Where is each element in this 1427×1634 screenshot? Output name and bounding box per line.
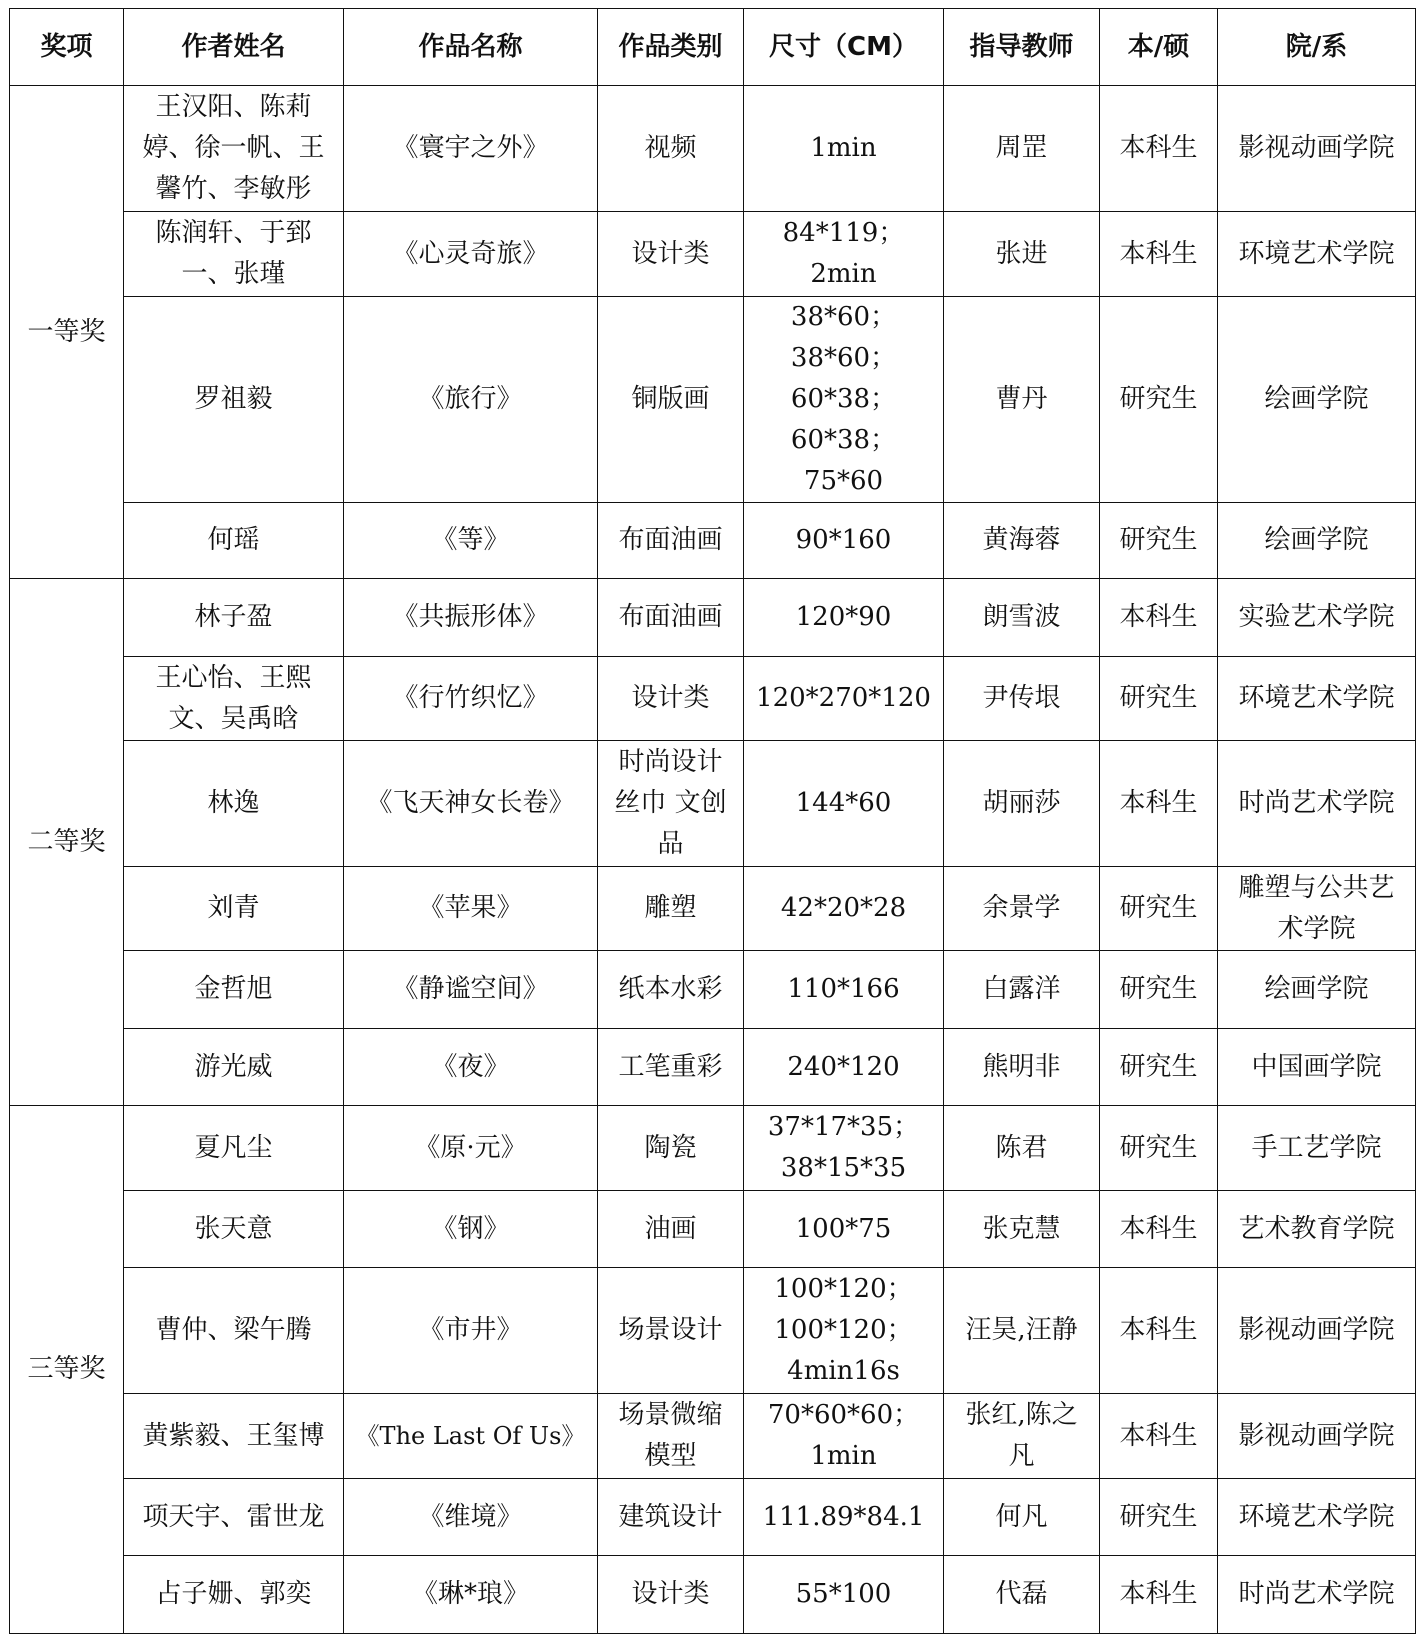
table-row <box>10 1479 1416 1556</box>
teacher-cell: 熊明非 <box>944 1029 1100 1106</box>
category-cell: 场景微缩模型 <box>598 1394 744 1479</box>
work-cell: 《等》 <box>344 503 598 579</box>
size-cell: 111.89*84.1 <box>744 1479 944 1556</box>
work-cell: 《心灵奇旅》 <box>344 212 598 297</box>
teacher-cell: 张克慧 <box>944 1191 1100 1268</box>
size-cell: 90*160 <box>744 503 944 579</box>
work-cell: 《静谧空间》 <box>344 951 598 1029</box>
level-cell: 研究生 <box>1100 1106 1218 1191</box>
size-cell: 120*270*120 <box>744 657 944 741</box>
college-cell: 中国画学院 <box>1218 1029 1416 1106</box>
prize-cell-third: 三等奖 <box>10 1106 124 1634</box>
college-cell: 影视动画学院 <box>1218 1268 1416 1394</box>
category-cell: 视频 <box>598 86 744 212</box>
size-cell: 38*60；38*60；60*38；60*38；75*60 <box>744 297 944 503</box>
category-cell: 设计类 <box>598 212 744 297</box>
college-cell: 时尚艺术学院 <box>1218 1556 1416 1634</box>
level-cell: 研究生 <box>1100 657 1218 741</box>
table-row <box>10 1191 1416 1268</box>
category-cell: 场景设计 <box>598 1268 744 1394</box>
level-cell: 本科生 <box>1100 579 1218 657</box>
size-cell: 55*100 <box>744 1556 944 1634</box>
table-row <box>10 1029 1416 1106</box>
author-cell: 罗祖毅 <box>124 297 344 503</box>
level-cell: 本科生 <box>1100 1268 1218 1394</box>
teacher-cell: 朗雪波 <box>944 579 1100 657</box>
awards-table <box>9 8 1416 1634</box>
work-cell: 《苹果》 <box>344 867 598 951</box>
size-cell: 110*166 <box>744 951 944 1029</box>
college-cell: 雕塑与公共艺术学院 <box>1218 867 1416 951</box>
author-cell: 项天宇、雷世龙 <box>124 1479 344 1556</box>
category-cell: 建筑设计 <box>598 1479 744 1556</box>
work-cell: 《维境》 <box>344 1479 598 1556</box>
category-cell: 布面油画 <box>598 579 744 657</box>
category-cell: 布面油画 <box>598 503 744 579</box>
author-cell: 何瑶 <box>124 503 344 579</box>
college-cell: 影视动画学院 <box>1218 1394 1416 1479</box>
size-cell: 42*20*28 <box>744 867 944 951</box>
teacher-cell: 尹传垠 <box>944 657 1100 741</box>
table-row <box>10 1106 1416 1191</box>
work-cell: 《旅行》 <box>344 297 598 503</box>
college-cell: 影视动画学院 <box>1218 86 1416 212</box>
level-cell: 研究生 <box>1100 503 1218 579</box>
level-cell: 研究生 <box>1100 297 1218 503</box>
level-cell: 本科生 <box>1100 1191 1218 1268</box>
college-cell: 环境艺术学院 <box>1218 212 1416 297</box>
size-cell: 100*120；100*120；4min16s <box>744 1268 944 1394</box>
college-cell: 实验艺术学院 <box>1218 579 1416 657</box>
table-row <box>10 503 1416 579</box>
size-cell: 1min <box>744 86 944 212</box>
header-category: 作品类别 <box>598 9 744 86</box>
header-level: 本/硕 <box>1100 9 1218 86</box>
college-cell: 艺术教育学院 <box>1218 1191 1416 1268</box>
teacher-cell: 陈君 <box>944 1106 1100 1191</box>
size-cell: 100*75 <box>744 1191 944 1268</box>
author-cell: 林逸 <box>124 741 344 867</box>
table-row <box>10 657 1416 741</box>
work-cell: 《飞天神女长卷》 <box>344 741 598 867</box>
header-work: 作品名称 <box>344 9 598 86</box>
author-cell: 陈润轩、于郅一、张瑾 <box>124 212 344 297</box>
work-cell: 《原·元》 <box>344 1106 598 1191</box>
teacher-cell: 张红,陈之凡 <box>944 1394 1100 1479</box>
teacher-cell: 张进 <box>944 212 1100 297</box>
category-cell: 设计类 <box>598 657 744 741</box>
prize-cell-first: 一等奖 <box>10 86 124 579</box>
category-cell: 工笔重彩 <box>598 1029 744 1106</box>
author-cell: 曹仲、梁午腾 <box>124 1268 344 1394</box>
size-cell: 120*90 <box>744 579 944 657</box>
teacher-cell: 周罡 <box>944 86 1100 212</box>
work-cell: 《寰宇之外》 <box>344 86 598 212</box>
size-cell: 37*17*35；38*15*35 <box>744 1106 944 1191</box>
author-cell: 黄紫毅、王玺博 <box>124 1394 344 1479</box>
category-cell: 时尚设计丝巾 文创品 <box>598 741 744 867</box>
category-cell: 陶瓷 <box>598 1106 744 1191</box>
author-cell: 林子盈 <box>124 579 344 657</box>
college-cell: 环境艺术学院 <box>1218 657 1416 741</box>
author-cell: 占子姗、郭奕 <box>124 1556 344 1634</box>
work-cell: 《共振形体》 <box>344 579 598 657</box>
teacher-cell: 白露洋 <box>944 951 1100 1029</box>
category-cell: 油画 <box>598 1191 744 1268</box>
level-cell: 本科生 <box>1100 212 1218 297</box>
level-cell: 研究生 <box>1100 867 1218 951</box>
work-cell: 《钢》 <box>344 1191 598 1268</box>
author-cell: 游光威 <box>124 1029 344 1106</box>
table-row <box>10 741 1416 867</box>
table-row <box>10 1556 1416 1634</box>
level-cell: 本科生 <box>1100 86 1218 212</box>
table-row <box>10 212 1416 297</box>
size-cell: 144*60 <box>744 741 944 867</box>
table-row <box>10 86 1416 212</box>
work-cell: 《夜》 <box>344 1029 598 1106</box>
teacher-cell: 曹丹 <box>944 297 1100 503</box>
level-cell: 研究生 <box>1100 1479 1218 1556</box>
teacher-cell: 黄海蓉 <box>944 503 1100 579</box>
table-row <box>10 579 1416 657</box>
category-cell: 雕塑 <box>598 867 744 951</box>
college-cell: 时尚艺术学院 <box>1218 741 1416 867</box>
category-cell: 铜版画 <box>598 297 744 503</box>
size-cell: 70*60*60；1min <box>744 1394 944 1479</box>
level-cell: 本科生 <box>1100 741 1218 867</box>
level-cell: 研究生 <box>1100 1029 1218 1106</box>
header-prize: 奖项 <box>10 9 124 86</box>
teacher-cell: 何凡 <box>944 1479 1100 1556</box>
table-row <box>10 297 1416 503</box>
level-cell: 本科生 <box>1100 1394 1218 1479</box>
size-cell: 84*119；2min <box>744 212 944 297</box>
author-cell: 张天意 <box>124 1191 344 1268</box>
work-cell: 《行竹织忆》 <box>344 657 598 741</box>
author-cell: 王汉阳、陈莉婷、徐一帆、王馨竹、李敏彤 <box>124 86 344 212</box>
teacher-cell: 胡丽莎 <box>944 741 1100 867</box>
category-cell: 纸本水彩 <box>598 951 744 1029</box>
table-row <box>10 1268 1416 1394</box>
header-size: 尺寸（CM） <box>744 9 944 86</box>
table-row <box>10 951 1416 1029</box>
size-cell: 240*120 <box>744 1029 944 1106</box>
college-cell: 绘画学院 <box>1218 297 1416 503</box>
college-cell: 绘画学院 <box>1218 503 1416 579</box>
table-row <box>10 867 1416 951</box>
level-cell: 本科生 <box>1100 1556 1218 1634</box>
teacher-cell: 代磊 <box>944 1556 1100 1634</box>
teacher-cell: 余景学 <box>944 867 1100 951</box>
college-cell: 绘画学院 <box>1218 951 1416 1029</box>
work-cell: 《The Last Of Us》 <box>344 1394 598 1479</box>
author-cell: 王心怡、王熙文、吴禹晗 <box>124 657 344 741</box>
college-cell: 手工艺学院 <box>1218 1106 1416 1191</box>
work-cell: 《市井》 <box>344 1268 598 1394</box>
teacher-cell: 汪昊,汪静 <box>944 1268 1100 1394</box>
author-cell: 夏凡尘 <box>124 1106 344 1191</box>
college-cell: 环境艺术学院 <box>1218 1479 1416 1556</box>
table-row <box>10 1394 1416 1479</box>
work-cell: 《琳*琅》 <box>344 1556 598 1634</box>
header-college: 院/系 <box>1218 9 1416 86</box>
header-row <box>10 9 1416 86</box>
level-cell: 研究生 <box>1100 951 1218 1029</box>
author-cell: 金哲旭 <box>124 951 344 1029</box>
header-author: 作者姓名 <box>124 9 344 86</box>
author-cell: 刘青 <box>124 867 344 951</box>
category-cell: 设计类 <box>598 1556 744 1634</box>
prize-cell-second: 二等奖 <box>10 579 124 1106</box>
header-teacher: 指导教师 <box>944 9 1100 86</box>
